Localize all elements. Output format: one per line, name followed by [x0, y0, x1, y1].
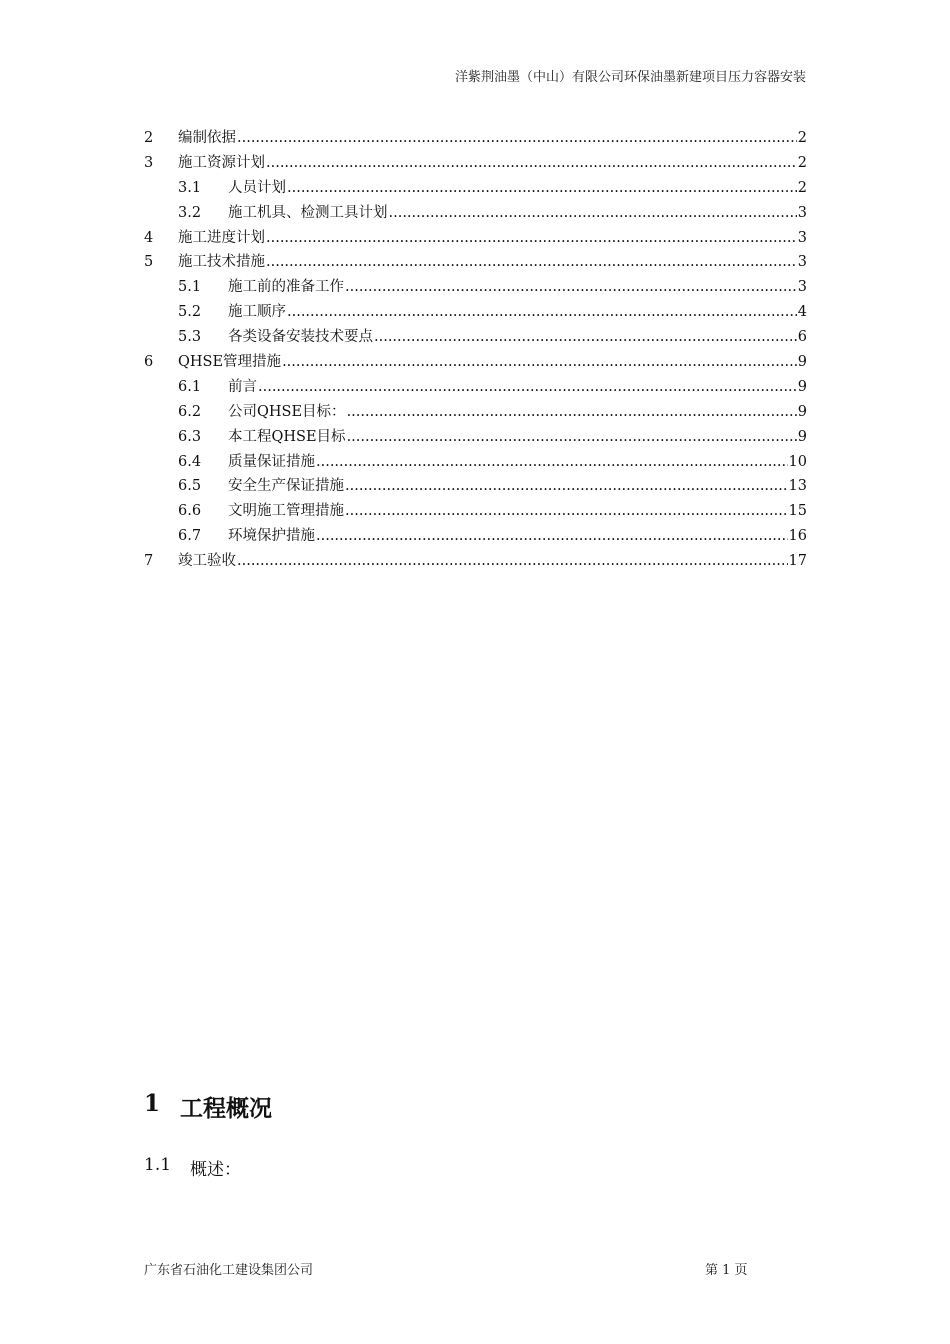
toc-number: 3.2	[178, 204, 202, 221]
section-number: 1	[144, 1090, 161, 1117]
toc-number: 6	[144, 354, 154, 371]
toc-number: 6.7	[178, 528, 202, 545]
toc-number: 3.1	[178, 179, 202, 196]
toc-entry[interactable]	[144, 400, 807, 425]
toc-page-number: 2	[797, 179, 807, 196]
toc-entry[interactable]	[144, 499, 807, 524]
toc-page-number: 4	[797, 304, 807, 321]
toc-leader	[282, 350, 797, 375]
toc-title: 施工资源计划	[178, 154, 265, 171]
toc-title: 安全生产保证措施	[228, 478, 344, 495]
toc-leader	[347, 425, 797, 450]
toc-title: 文明施工管理措施	[228, 503, 344, 520]
toc-page-number: 2	[797, 154, 807, 171]
toc-title: QHSE管理措施	[178, 354, 282, 371]
toc-entry[interactable]	[144, 250, 807, 275]
toc-title: 前言	[228, 378, 257, 395]
toc-number: 5.3	[178, 329, 202, 346]
toc-title: 竣工验收	[178, 553, 236, 570]
toc-entry[interactable]	[144, 425, 807, 450]
toc-page-number: 3	[797, 204, 807, 221]
toc-title: 施工顺序	[228, 304, 286, 321]
toc-leader	[316, 450, 788, 475]
toc-leader	[347, 400, 797, 425]
toc-entry[interactable]	[144, 201, 807, 226]
toc-leader	[389, 201, 797, 226]
toc-page-number: 9	[797, 403, 807, 420]
toc-entry[interactable]	[144, 126, 807, 151]
toc-number: 6.4	[178, 453, 202, 470]
footer-page-number: 第 1 页	[705, 1263, 748, 1278]
toc-leader	[287, 300, 797, 325]
toc-entry[interactable]	[144, 350, 807, 375]
toc-entry[interactable]	[144, 474, 807, 499]
toc-leader	[266, 250, 797, 275]
toc-number: 6.3	[178, 428, 202, 445]
toc-leader	[374, 325, 797, 350]
toc-leader	[237, 549, 788, 574]
toc-number: 3	[144, 154, 154, 171]
toc-page-number: 13	[788, 478, 807, 495]
toc-number: 5	[144, 254, 154, 271]
toc-page-number: 16	[788, 528, 807, 545]
toc-title: 施工前的准备工作	[228, 279, 344, 296]
toc-leader	[287, 176, 797, 201]
toc-title: 各类设备安装技术要点	[228, 329, 373, 346]
toc-entry[interactable]	[144, 176, 807, 201]
toc-page-number: 6	[797, 329, 807, 346]
toc-page-number: 2	[797, 130, 807, 146]
subsection-title: 概述：	[190, 1160, 241, 1180]
toc-entry[interactable]	[144, 524, 807, 549]
toc-page-number: 15	[788, 503, 807, 520]
toc-entry[interactable]	[144, 275, 807, 300]
toc-title: 编制依据	[178, 130, 236, 146]
section-title: 工程概况	[180, 1095, 272, 1122]
toc-page-number: 9	[797, 354, 807, 371]
toc-title: 本工程QHSE目标	[228, 428, 346, 445]
toc-page-number: 3	[797, 254, 807, 271]
toc-title: 公司QHSE目标：	[228, 403, 346, 420]
toc-entry[interactable]	[144, 450, 807, 475]
toc-leader	[345, 275, 797, 300]
toc-title: 施工技术措施	[178, 254, 265, 271]
toc-entry[interactable]	[144, 300, 807, 325]
toc-number: 5.2	[178, 304, 202, 321]
table-of-contents	[144, 126, 807, 574]
toc-entry[interactable]	[144, 226, 807, 251]
section-heading-2	[144, 1155, 241, 1180]
toc-page-number: 9	[797, 378, 807, 395]
toc-page-number: 3	[797, 229, 807, 246]
toc-page-number: 17	[788, 553, 807, 570]
toc-leader	[237, 126, 797, 151]
toc-entry[interactable]	[144, 549, 807, 574]
toc-entry[interactable]	[144, 375, 807, 400]
toc-page-number: 9	[797, 428, 807, 445]
toc-leader	[316, 524, 788, 549]
toc-number: 6.2	[178, 403, 202, 420]
toc-number: 5.1	[178, 279, 202, 296]
toc-number: 6.6	[178, 503, 202, 520]
toc-title: 人员计划	[228, 179, 286, 196]
toc-page-number: 3	[797, 279, 807, 296]
toc-number: 4	[144, 229, 154, 246]
page-header: 洋紫荆油墨（中山）有限公司环保油墨新建项目压力容器安装	[454, 70, 806, 85]
footer-company: 广东省石油化工建设集团公司	[144, 1263, 314, 1278]
section-heading-1	[144, 1090, 272, 1123]
toc-entry[interactable]	[144, 325, 807, 350]
toc-leader	[258, 375, 797, 400]
toc-leader	[266, 151, 797, 176]
toc-title: 质量保证措施	[228, 453, 315, 470]
toc-title: 施工机具、检测工具计划	[228, 204, 388, 221]
toc-number: 6.1	[178, 378, 202, 395]
toc-page-number: 10	[788, 453, 807, 470]
toc-number: 6.5	[178, 478, 202, 495]
toc-number: 7	[144, 553, 154, 570]
toc-entry[interactable]	[144, 151, 807, 176]
toc-title: 施工进度计划	[178, 229, 265, 246]
subsection-number: 1.1	[144, 1155, 172, 1175]
toc-leader	[345, 499, 788, 524]
toc-number: 2	[144, 130, 154, 146]
toc-leader	[345, 474, 788, 499]
toc-leader	[266, 226, 797, 251]
toc-title: 环境保护措施	[228, 528, 315, 545]
